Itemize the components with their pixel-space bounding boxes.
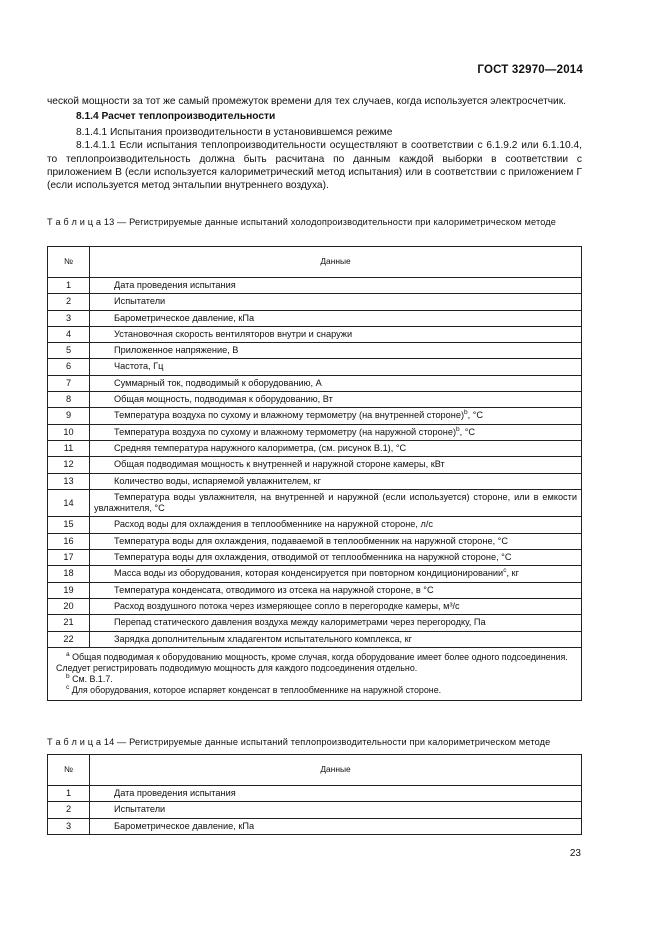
row-number: 4 xyxy=(48,326,90,342)
row-number: 3 xyxy=(48,818,90,834)
table-row xyxy=(48,566,582,582)
row-number: 20 xyxy=(48,598,90,614)
footnote-text: Для оборудования, которое испаряет конденсат в теплообменнике на наружной стороне. xyxy=(71,684,442,695)
section-heading: 8.1.4 Расчет теплопроизводительности xyxy=(76,111,276,123)
table-row xyxy=(48,343,582,359)
row-data xyxy=(90,517,582,533)
table-row xyxy=(48,582,582,598)
row-number: 16 xyxy=(48,533,90,549)
row-data-text: Общая подводимая мощность к внутренней и наружной стороне камеры, кВт xyxy=(114,459,445,470)
row-data xyxy=(90,278,582,294)
row-data xyxy=(90,566,582,582)
table-row xyxy=(48,802,582,818)
row-data xyxy=(90,294,582,310)
row-data-text: Температура воздуха по сухому и влажному термометру (на наружной стороне) xyxy=(114,426,457,437)
row-data xyxy=(90,631,582,647)
row-data-text: Приложенное напряжение, В xyxy=(114,345,239,356)
row-number: 1 xyxy=(48,786,90,802)
row-data xyxy=(90,392,582,408)
row-number: 9 xyxy=(48,408,90,424)
table-row xyxy=(48,550,582,566)
row-data-unit: , кг xyxy=(506,568,519,579)
row-data xyxy=(90,615,582,631)
row-data xyxy=(90,424,582,440)
table-footnote xyxy=(56,674,575,685)
row-data-text: Барометрическое давление, кПа xyxy=(114,312,255,323)
table-13 xyxy=(47,246,582,701)
row-data-text: Температура конденсата, отводимого из отсека на наружной стороне, в °С xyxy=(114,584,434,595)
column-header-number: № xyxy=(48,247,90,278)
column-header-number: № xyxy=(48,755,90,786)
row-number: 19 xyxy=(48,582,90,598)
table-row xyxy=(48,473,582,489)
paragraph-8-1-4-1: 8.1.4.1 Испытания производительности в установившемся режиме xyxy=(76,126,393,138)
row-data-text: Суммарный ток, подводимый к оборудованию, А xyxy=(114,377,322,388)
table-14 xyxy=(47,754,582,835)
table-13-notes xyxy=(48,647,582,700)
footnote-reference: b xyxy=(464,409,468,417)
row-data xyxy=(90,457,582,473)
row-data-unit: , °С xyxy=(467,410,484,421)
footnote-reference: b xyxy=(456,425,460,433)
page-number: 23 xyxy=(569,848,581,859)
row-number: 2 xyxy=(48,802,90,818)
row-number: 15 xyxy=(48,517,90,533)
row-number: 8 xyxy=(48,392,90,408)
table-row xyxy=(48,786,582,802)
row-data-text: Дата проведения испытания xyxy=(114,280,236,290)
row-number: 22 xyxy=(48,631,90,647)
table-14-caption: Т а б л и ц а 14 — Регистрируемые данные испытаний теплопроизводительности при калориметрическом методе xyxy=(47,737,551,747)
table-row xyxy=(48,424,582,440)
row-number: 13 xyxy=(48,473,90,489)
table-row xyxy=(48,310,582,326)
row-number: 6 xyxy=(48,359,90,375)
table-row xyxy=(48,598,582,614)
row-data-text: Температура воздуха по сухому и влажному термометру (на внутренней стороне) xyxy=(114,410,465,421)
footnote-mark: b xyxy=(66,672,70,680)
row-data xyxy=(90,598,582,614)
row-data xyxy=(90,582,582,598)
row-data-text: Частота, Гц xyxy=(114,361,164,372)
column-header-data: Данные xyxy=(90,755,582,786)
row-data xyxy=(90,533,582,549)
row-data-text: Дата проведения испытания xyxy=(114,788,236,798)
footnote-text: Общая подводимая к оборудованию мощность, кроме случая, когда оборудование имеет более одного подсоединения. Следует регистрировать подводимую мощность для каждого подсоединения отдельно. xyxy=(56,651,568,673)
row-data-text: Температура воды для охлаждения, подаваемой в теплообменник на наружной стороне, °С xyxy=(114,535,508,546)
table-row xyxy=(48,533,582,549)
row-data-text: Барометрическое давление, кПа xyxy=(114,820,255,831)
row-number: 10 xyxy=(48,424,90,440)
row-number: 11 xyxy=(48,440,90,456)
row-number: 14 xyxy=(48,489,90,517)
footnote-text: См. В.1.7. xyxy=(72,673,113,684)
row-number: 1 xyxy=(48,278,90,294)
row-number: 7 xyxy=(48,375,90,391)
row-data-text: Испытатели xyxy=(114,296,166,307)
row-number: 12 xyxy=(48,457,90,473)
row-number: 5 xyxy=(48,343,90,359)
row-number: 21 xyxy=(48,615,90,631)
row-data-text: Температура воды увлажнителя, на внутренней и наружной (если используется) стороне, или в емкости увлажнителя, °С xyxy=(94,491,577,514)
continuation-paragraph: ческой мощности за тот же самый промежуток времени для тех случаев, когда используется электросчетчик. xyxy=(47,96,567,107)
table-14-body xyxy=(48,786,582,835)
footnote-mark: а xyxy=(66,650,70,658)
row-data-unit: , °С xyxy=(459,426,476,437)
table-13-body xyxy=(48,278,582,648)
row-data xyxy=(90,310,582,326)
row-data xyxy=(90,359,582,375)
table-row xyxy=(48,278,582,294)
table-row xyxy=(48,294,582,310)
row-data xyxy=(90,375,582,391)
table-row xyxy=(48,359,582,375)
row-number: 2 xyxy=(48,294,90,310)
row-data-text: Температура воды для охлаждения, отводимой от теплообменника на наружной стороне, °С xyxy=(114,552,512,563)
table-row xyxy=(48,615,582,631)
row-data xyxy=(90,440,582,456)
standard-number: ГОСТ 32970—2014 xyxy=(477,64,583,76)
footnote-mark: с xyxy=(66,683,70,691)
row-data xyxy=(90,473,582,489)
table-row xyxy=(48,818,582,834)
table-13-caption: Т а б л и ц а 13 — Регистрируемые данные испытаний холодопроизводительности при калориметрическом методе xyxy=(47,217,557,227)
row-data xyxy=(90,802,582,818)
row-data-text: Средняя температура наружного калориметра, (см. рисунок В.1), °С xyxy=(114,442,407,453)
body-text xyxy=(47,95,582,193)
table-row xyxy=(48,517,582,533)
column-header-data: Данные xyxy=(90,247,582,278)
table-row xyxy=(48,408,582,424)
table-row xyxy=(48,375,582,391)
row-data xyxy=(90,326,582,342)
row-data xyxy=(90,489,582,517)
footnote-reference: c xyxy=(503,567,507,575)
row-data xyxy=(90,408,582,424)
table-footnote xyxy=(56,652,575,674)
row-data-text: Общая мощность, подводимая к оборудованию, Вт xyxy=(114,394,333,405)
row-data-text: Зарядка дополнительным хладагентом испытательного комплекса, кг xyxy=(114,633,413,644)
row-data xyxy=(90,786,582,802)
row-data-text: Масса воды из оборудования, которая конденсируется при повторном кондиционировании xyxy=(114,568,504,579)
row-data xyxy=(90,343,582,359)
table-row xyxy=(48,392,582,408)
table-footnote xyxy=(56,685,575,696)
row-data xyxy=(90,818,582,834)
row-data-text: Расход воды для охлаждения в теплообменнике на наружной стороне, л/с xyxy=(114,519,434,530)
table-row xyxy=(48,631,582,647)
row-data-text: Испытатели xyxy=(114,804,166,815)
row-data-text: Перепад статического давления воздуха между калориметрами через перегородку, Па xyxy=(114,617,486,628)
row-data-text: Количество воды, испаряемой увлажнителем, кг xyxy=(114,475,321,486)
row-data-text: Расход воздушного потока через измеряющее сопло в перегородке камеры, м³/с xyxy=(114,600,460,611)
table-row xyxy=(48,326,582,342)
row-number: 17 xyxy=(48,550,90,566)
row-number: 18 xyxy=(48,566,90,582)
row-number: 3 xyxy=(48,310,90,326)
row-data-text: Установочная скорость вентиляторов внутри и снаружи xyxy=(114,328,353,339)
table-row xyxy=(48,440,582,456)
paragraph-8-1-4-1-1: 8.1.4.1.1 Если испытания теплопроизводительности осуществляют в соответствии с 6.1.9.2 или 6.1.10.4, то теплопроизводительность должна быть расчитана по данным каждой выборки в соответствии с приложением В (если используется калориметрический метод испытания) или в соответствии с приложением Г (если используется метод энтальпии внутреннего воздуха). xyxy=(47,140,582,192)
table-row xyxy=(48,457,582,473)
table-row xyxy=(48,489,582,517)
row-data xyxy=(90,550,582,566)
